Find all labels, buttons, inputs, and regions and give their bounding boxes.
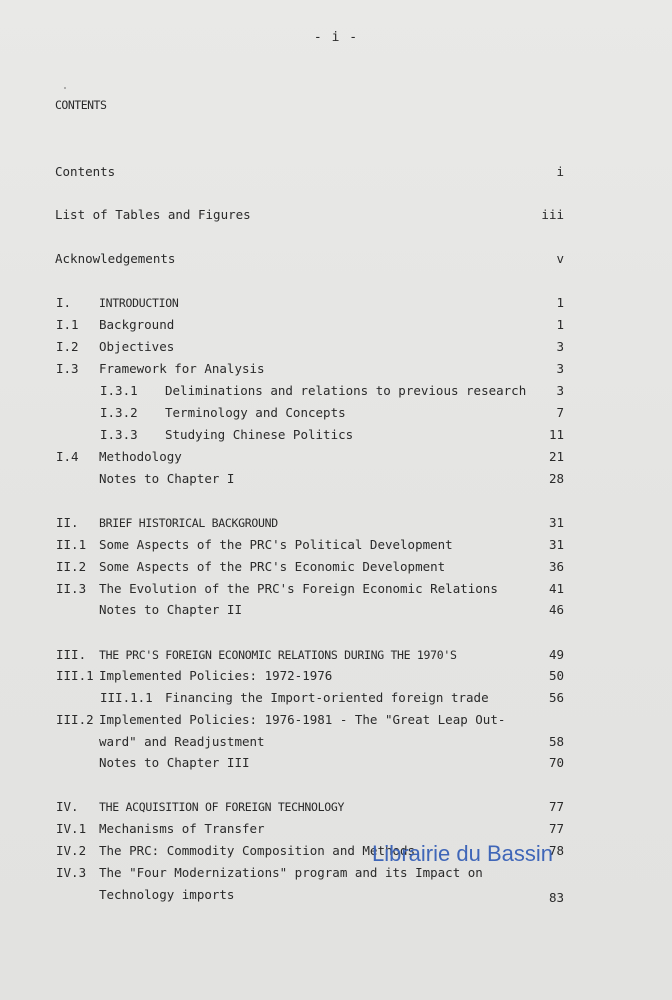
toc-entry-1-1 xyxy=(0,316,672,334)
toc-title: Financing the Import-oriented foreign trade xyxy=(165,690,489,705)
toc-title: Acknowledgements xyxy=(55,251,176,266)
toc-number: III.2 xyxy=(56,712,94,727)
toc-title: THE ACQUISITION OF FOREIGN TECHNOLOGY xyxy=(99,800,345,814)
toc-entry-4-1 xyxy=(0,820,672,838)
toc-page: 41 xyxy=(548,581,564,596)
toc-entry-1-2 xyxy=(0,338,672,356)
toc-entry-1-3-1 xyxy=(0,382,672,400)
toc-entry-list-of-tables xyxy=(0,206,672,224)
toc-entry-acknowledgements xyxy=(0,250,672,268)
toc-entry-4-3 xyxy=(0,864,672,882)
toc-title: The Evolution of the PRC's Foreign Economic Relations xyxy=(99,581,498,596)
toc-title: Implemented Policies: 1972-1976 xyxy=(99,668,333,683)
toc-title: BRIEF HISTORICAL BACKGROUND xyxy=(99,516,278,530)
toc-entry-3-1-1 xyxy=(0,689,672,707)
toc-page: 3 xyxy=(556,361,564,376)
toc-entry-2-2 xyxy=(0,558,672,576)
toc-entry-notes-1 xyxy=(0,470,672,488)
toc-page: 7 xyxy=(556,405,564,420)
toc-entry-3-2 xyxy=(0,711,672,729)
toc-title: THE PRC'S FOREIGN ECONOMIC RELATIONS DURING THE 1970'S xyxy=(99,648,457,662)
toc-title: Contents xyxy=(55,164,116,179)
toc-title: Mechanisms of Transfer xyxy=(99,821,265,836)
toc-number: IV. xyxy=(56,799,79,814)
toc-entry-contents xyxy=(0,163,672,181)
toc-number: III.1.1 xyxy=(100,690,153,705)
toc-number: III. xyxy=(56,647,87,662)
toc-title: Notes to Chapter II xyxy=(99,602,242,617)
toc-page: iii xyxy=(541,207,564,222)
toc-page: 50 xyxy=(548,668,564,683)
toc-number: II.3 xyxy=(56,581,87,596)
toc-number: II.1 xyxy=(56,537,87,552)
toc-number: I.3 xyxy=(56,361,79,376)
toc-page: i xyxy=(556,164,564,179)
toc-entry-3-2-cont xyxy=(0,733,672,751)
toc-entry-chapter-4 xyxy=(0,798,672,816)
toc-number: II.2 xyxy=(56,559,87,574)
toc-title: Some Aspects of the PRC's Economic Development xyxy=(99,559,446,574)
watermark-text: Librairie du Bassin xyxy=(372,841,553,866)
toc-number: IV.3 xyxy=(56,865,87,880)
toc-title: The PRC: Commodity Composition and Methods xyxy=(99,843,416,858)
toc-entry-notes-2 xyxy=(0,601,672,619)
toc-page: 77 xyxy=(548,821,564,836)
toc-page: 3 xyxy=(556,383,564,398)
toc-title: ward" and Readjustment xyxy=(99,734,265,749)
toc-page: 11 xyxy=(548,427,564,442)
toc-number: IV.2 xyxy=(56,843,87,858)
toc-title: List of Tables and Figures xyxy=(55,207,251,222)
toc-title: Some Aspects of the PRC's Political Development xyxy=(99,537,453,552)
toc-entry-4-2 xyxy=(0,842,672,860)
toc-page: 21 xyxy=(548,449,564,464)
toc-number: I.1 xyxy=(56,317,79,332)
toc-entry-chapter-3 xyxy=(0,646,672,664)
toc-title: Technology imports xyxy=(99,887,235,902)
toc-page: 31 xyxy=(548,515,564,530)
toc-page: 56 xyxy=(548,690,564,705)
toc-number: I.3.3 xyxy=(100,427,138,442)
speck-mark xyxy=(64,87,66,89)
toc-page: 1 xyxy=(556,295,564,310)
toc-title: Methodology xyxy=(99,449,182,464)
toc-page: 77 xyxy=(548,799,564,814)
toc-title: Studying Chinese Politics xyxy=(165,427,354,442)
toc-title: Objectives xyxy=(99,339,175,354)
toc-entry-chapter-2 xyxy=(0,514,672,532)
toc-page: 83 xyxy=(548,890,564,905)
toc-page: 70 xyxy=(548,755,564,770)
toc-page: 1 xyxy=(556,317,564,332)
toc-page: 58 xyxy=(548,734,564,749)
toc-entry-3-1 xyxy=(0,667,672,685)
toc-number: I.3.1 xyxy=(100,383,138,398)
toc-entry-1-3 xyxy=(0,360,672,378)
toc-entry-chapter-1 xyxy=(0,294,672,312)
toc-page: 28 xyxy=(548,471,564,486)
toc-title: Implemented Policies: 1976-1981 - The "Great Leap Out- xyxy=(99,712,506,727)
toc-title: INTRODUCTION xyxy=(99,296,179,310)
toc-page: 31 xyxy=(548,537,564,552)
toc-page: v xyxy=(556,251,564,266)
toc-entry-2-3 xyxy=(0,580,672,598)
toc-entry-1-3-3 xyxy=(0,426,672,444)
toc-entry-4-3-cont xyxy=(0,886,672,904)
toc-page: 36 xyxy=(548,559,564,574)
contents-heading: CONTENTS xyxy=(55,98,107,112)
toc-entry-notes-3 xyxy=(0,754,672,772)
toc-title: Notes to Chapter I xyxy=(99,471,235,486)
toc-title: The "Four Modernizations" program and its Impact on xyxy=(99,865,483,880)
toc-page: 46 xyxy=(548,602,564,617)
toc-number: III.1 xyxy=(56,668,94,683)
toc-number: I.2 xyxy=(56,339,79,354)
toc-page: 78 xyxy=(548,843,564,858)
toc-number: I.4 xyxy=(56,449,79,464)
toc-title: Terminology and Concepts xyxy=(165,405,346,420)
toc-entry-2-1 xyxy=(0,536,672,554)
toc-number: II. xyxy=(56,515,79,530)
toc-entry-1-4 xyxy=(0,448,672,466)
page-number: - i - xyxy=(313,30,359,45)
toc-title: Deliminations and relations to previous research xyxy=(165,383,527,398)
toc-title: Background xyxy=(99,317,175,332)
toc-title: Notes to Chapter III xyxy=(99,755,250,770)
toc-page: 49 xyxy=(548,647,564,662)
toc-number: IV.1 xyxy=(56,821,87,836)
toc-page: 3 xyxy=(556,339,564,354)
toc-title: Framework for Analysis xyxy=(99,361,265,376)
toc-number: I. xyxy=(56,295,72,310)
toc-number: I.3.2 xyxy=(100,405,138,420)
toc-entry-1-3-2 xyxy=(0,404,672,422)
